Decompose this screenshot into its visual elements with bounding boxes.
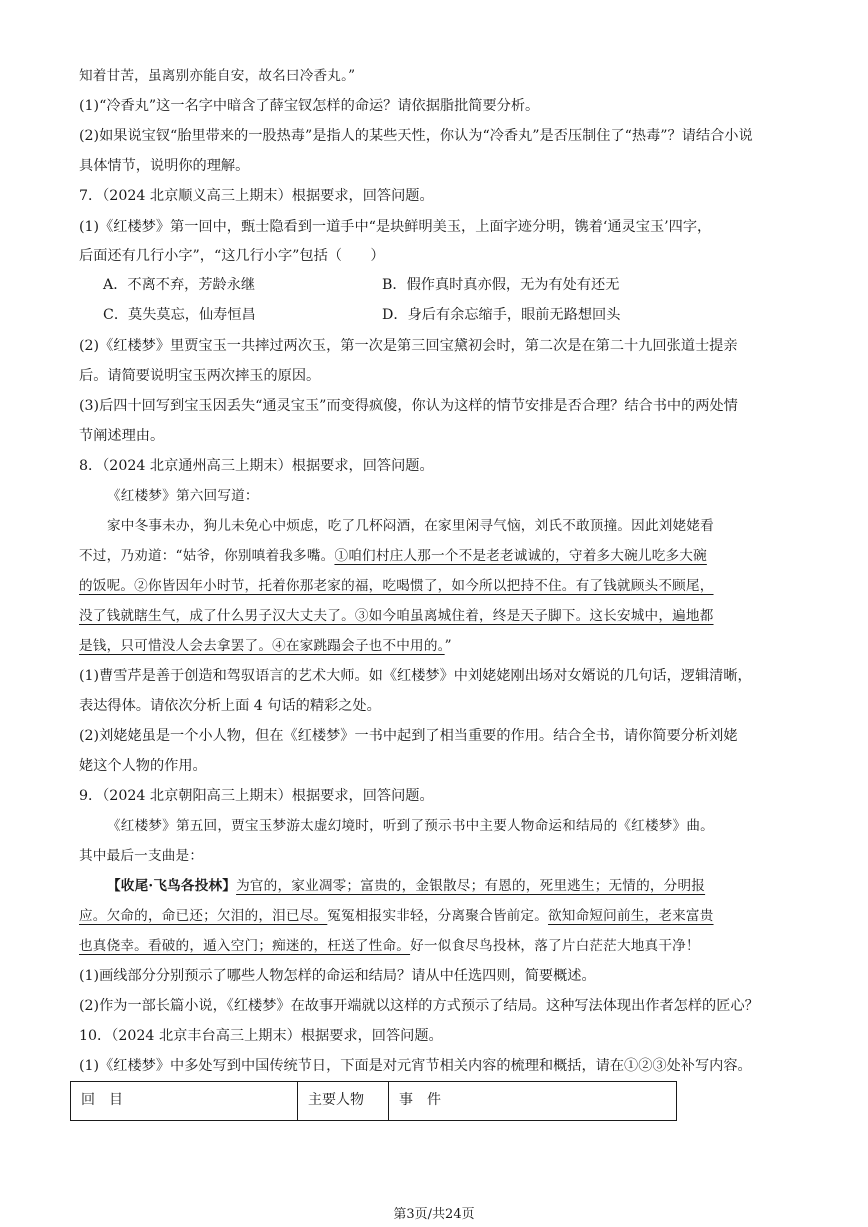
question-line: (1)画线部分分别预示了哪些人物怎样的命运和结局？请从中任选四则，简要概述。: [79, 968, 596, 984]
song-title: 【收尾·飞鸟各投林】: [107, 878, 237, 894]
option-c: C．莫失莫忘，仙寿恒昌: [103, 307, 256, 323]
option-b: B．假作真时真亦假，无为有处有还无: [382, 277, 620, 293]
excerpt-text: 冤冤相报实非轻，分离聚合皆前定。: [327, 908, 548, 924]
question-line: (1)《红楼梦》中多处写到中国传统节日，下面是对元宵节相关内容的梳理和概括，请在①②③处补写内容。: [79, 1058, 752, 1074]
excerpt-text: 不过，乃劝道：“姑爷，你别嗔着我多嘴。: [79, 548, 335, 564]
table-header-cell: 回 目: [71, 1082, 298, 1121]
underlined-text: 也真侥幸。看破的，遁入空门；痴迷的，枉送了性命。: [79, 938, 411, 954]
underlined-text: 欲知命短问前生，老来富贵: [548, 908, 714, 924]
option-d: D．身后有余忘缩手，眼前无路想回头: [382, 307, 621, 323]
text-line: 知着甘苦，虽离别亦能自安，故名曰冷香丸。”: [79, 68, 356, 84]
underlined-text: ①咱们村庄人那一个不是老老诚诚的，守着多大碗儿吃多大碗: [334, 548, 707, 564]
excerpt-line: [107, 871, 798, 901]
festival-table: [70, 1081, 677, 1121]
excerpt-text: ”: [444, 638, 452, 654]
question-heading: 9．（2024 北京朝阳高三上期末）根据要求，回答问题。: [79, 788, 434, 804]
underlined-line: 没了钱就瞎生气，成了什么男子汉大丈夫了。③如今咱虽离城住着，终是天子脚下。这长安城中，遍地都: [79, 608, 714, 624]
excerpt-line: 其中最后一支曲是：: [79, 848, 204, 864]
question-line: 后面还有几行小字”，“这几行小字”包括（ ）: [79, 248, 385, 264]
option-a: A．不离不弃，芳龄永继: [103, 277, 256, 293]
excerpt-line: 《红楼梦》第五回，贾宝玉梦游太虚幻境时，听到了预示书中主要人物命运和结局的《红楼梦》曲。: [107, 818, 714, 834]
underlined-text: 是钱，只可惜没人会去拿罢了。④在家跳蹋会子也不中用的。: [79, 638, 445, 654]
question-line: (1)《红楼梦》第一回中，甄士隐看到一道手中“是块鲜明美玉，上面字迹分明，镌着‘通灵宝玉’四字，: [79, 219, 712, 235]
question-line: (2)如果说宝钗“胎里带来的一股热毒”是指人的某些天性，你认为“冷香丸”是否压制住了“热毒”？请结合小说: [79, 128, 753, 144]
excerpt-title: 《红楼梦》第六回写道：: [107, 488, 259, 504]
page-footer: 第3页/共24页: [393, 1207, 475, 1222]
table-header-cell: 事 件: [389, 1082, 677, 1121]
underlined-text: 应。欠命的，命已还；欠泪的，泪已尽。: [79, 908, 328, 924]
question-line: (2)作为一部长篇小说，《红楼梦》在故事开端就以这样的方式预示了结局。这种写法体现出作者怎样的匠心？: [79, 998, 759, 1014]
question-line: 节阐述理由。: [79, 428, 165, 444]
question-heading: 7．（2024 北京顺义高三上期末）根据要求，回答问题。: [79, 188, 434, 204]
excerpt-text: 好一似食尽鸟投林，落了片白茫茫大地真干净！: [410, 938, 700, 954]
underlined-text: 为官的，家业凋零；富贵的，金银散尽；有恩的，死里逃生；无情的，分明报: [236, 878, 706, 894]
question-line: (2)刘姥姥虽是一个小人物，但在《红楼梦》一书中起到了相当重要的作用。结合全书，请你简要分析刘姥: [79, 728, 738, 744]
question-line: (1)曹雪芹是善于创造和驾驭语言的艺术大师。如《红楼梦》中刘姥姥刚出场对女婿说的几句话，逻辑清晰，: [79, 668, 752, 684]
excerpt-line: [79, 541, 798, 571]
question-line: 具体情节，说明你的理解。: [79, 158, 250, 174]
question-line: (1)“冷香丸”这一名字中暗含了薛宝钗怎样的命运？请依据脂批简要分析。: [79, 98, 540, 114]
excerpt-line: 家中冬事未办，狗儿未免心中烦虑，吃了几杯闷酒，在家里闲寻气恼，刘氏不敢顶撞。因此刘姥姥看: [107, 518, 714, 534]
question-heading: 10．（2024 北京丰台高三上期末）根据要求，回答问题。: [79, 1028, 443, 1044]
question-line: (3)后四十回写到宝玉因丢失“通灵宝玉”而变得疯傻，你认为这样的情节安排是否合理？结合书中的两处情: [79, 398, 738, 414]
question-line: 表达得体。请依次分析上面 4 句话的精彩之处。: [79, 698, 381, 714]
question-heading: 8．（2024 北京通州高三上期末）根据要求，回答问题。: [79, 458, 434, 474]
excerpt-line: [79, 901, 798, 931]
question-line: 姥这个人物的作用。: [79, 758, 207, 774]
excerpt-line: [79, 931, 798, 961]
underlined-line: 的饭呢。②你皆因年小时节，托着你那老家的福，吃喝惯了，如今所以把持不住。有了钱就顾头不顾尾，: [79, 578, 714, 594]
question-line: 后。请简要说明宝玉两次摔玉的原因。: [79, 368, 321, 384]
table-header-row: [71, 1082, 677, 1121]
table-header-cell: 主要人物: [298, 1082, 389, 1121]
question-line: (2)《红楼梦》里贾宝玉一共摔过两次玉，第一次是第三回宝黛初会时，第二次是在第二十九回张道士提亲: [79, 338, 738, 354]
excerpt-line: [79, 631, 798, 661]
